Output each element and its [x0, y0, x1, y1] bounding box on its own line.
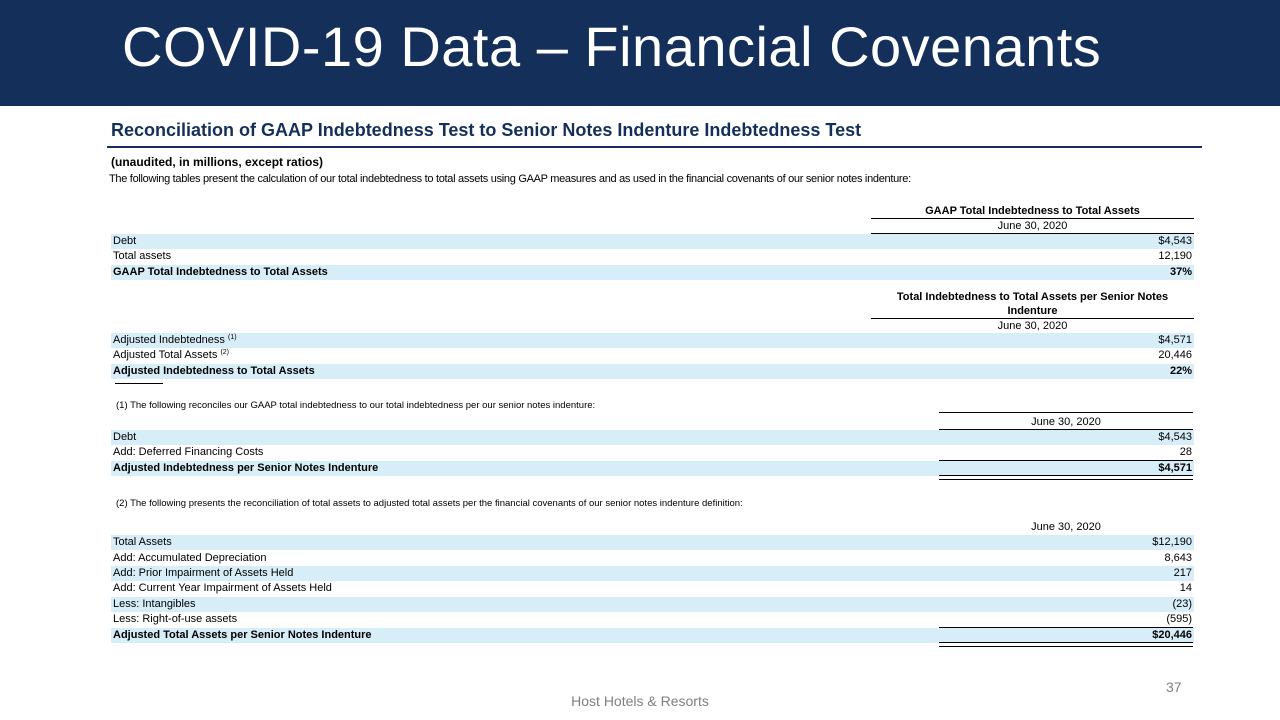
row-label-text: Adjusted Indebtedness	[113, 334, 225, 346]
section-heading: Reconciliation of GAAP Indebtedness Test to Senior Notes Indenture Indebtedness Test	[111, 120, 862, 140]
footer-company: Host Hotels & Resorts	[571, 693, 709, 709]
table-row	[111, 234, 1194, 249]
row-label: Total assets	[113, 250, 172, 262]
table1-date: June 30, 2020	[997, 220, 1068, 232]
heading-rule	[107, 146, 1202, 148]
row-label: Total Assets	[113, 536, 172, 548]
page-title: COVID-19 Data – Financial Covenants	[122, 15, 1102, 78]
row-label: Add: Accumulated Depreciation	[113, 552, 267, 564]
row-value: (595)	[1166, 613, 1192, 625]
units-note: (unaudited, in millions, except ratios)	[111, 155, 324, 169]
table2-header-rule	[871, 318, 1194, 319]
row-value: $12,190	[1152, 536, 1192, 548]
intro-text: The following tables present the calculation of our total indebtedness to total assets using GAAP measures and as used in the financial covenants of our senior notes indenture:	[109, 173, 911, 185]
row-label: Add: Deferred Financing Costs	[113, 446, 264, 458]
table-row	[111, 566, 1194, 581]
table1-header: GAAP Total Indebtedness to Total Assets	[925, 205, 1140, 217]
fn1-date: June 30, 2020	[1031, 416, 1101, 428]
row-value: 22%	[1169, 365, 1192, 377]
row-label	[113, 348, 229, 363]
table-row	[111, 364, 1194, 379]
table-row	[111, 430, 1194, 445]
row-value: 12,190	[1158, 250, 1192, 262]
row-label: Add: Current Year Impairment of Assets Held	[113, 582, 332, 594]
row-label: Add: Prior Impairment of Assets Held	[113, 567, 294, 579]
table-row	[111, 265, 1194, 280]
table-row	[111, 348, 1194, 363]
row-label: Adjusted Indebtedness to Total Assets	[113, 365, 315, 377]
page-number: 37	[1166, 679, 1182, 695]
row-label: Adjusted Indebtedness per Senior Notes Indenture	[113, 462, 379, 474]
row-label-text: Adjusted Total Assets	[113, 349, 218, 361]
table-row	[111, 461, 1194, 476]
fn2-total-double-rule	[939, 642, 1193, 647]
table-row	[111, 333, 1194, 348]
row-value: 8,643	[1164, 552, 1192, 564]
row-value: $4,571	[1158, 462, 1192, 474]
table-row	[111, 597, 1194, 612]
table2-header: Total Indebtedness to Total Assets per Senior Notes Indenture	[896, 291, 1169, 317]
row-label	[113, 333, 237, 348]
footnote-1-text: (1) The following reconciles our GAAP total indebtedness to our total indebtedness per our senior notes indenture:	[116, 400, 596, 411]
row-value: $20,446	[1152, 629, 1192, 641]
row-label: Debt	[113, 235, 137, 247]
row-value: 20,446	[1158, 349, 1192, 361]
table-row	[111, 628, 1194, 643]
table2-date: June 30, 2020	[997, 320, 1068, 332]
row-value: (23)	[1172, 598, 1192, 610]
table-row	[111, 612, 1194, 627]
row-value: $4,543	[1158, 235, 1192, 247]
row-label: Adjusted Total Assets per Senior Notes Indenture	[113, 629, 372, 641]
footnote-2-text: (2) The following presents the reconciliation of total assets to adjusted total assets per the financial covenants of our senior notes indenture definition:	[116, 498, 743, 509]
table-row	[111, 581, 1194, 596]
fn1-top-rule	[939, 412, 1193, 413]
row-value: 37%	[1169, 266, 1192, 278]
row-label: GAAP Total Indebtedness to Total Assets	[113, 266, 328, 278]
footnote-separator	[115, 383, 163, 384]
title-banner	[0, 0, 1280, 106]
row-value: $4,543	[1158, 431, 1192, 443]
row-label: Less: Intangibles	[113, 598, 196, 610]
table-row	[111, 445, 1194, 460]
row-label: Debt	[113, 431, 137, 443]
row-value: $4,571	[1158, 334, 1192, 346]
row-value: 14	[1179, 582, 1192, 594]
fn2-date: June 30, 2020	[1031, 521, 1101, 533]
footnote-ref: (2)	[220, 349, 229, 356]
footnote-ref: (1)	[227, 334, 237, 341]
fn1-total-double-rule	[939, 475, 1193, 480]
row-label: Less: Right-of-use assets	[113, 613, 238, 625]
table-row	[111, 249, 1194, 264]
row-value: 217	[1173, 567, 1192, 579]
table-row	[111, 535, 1194, 550]
table-row	[111, 551, 1194, 566]
row-value: 28	[1179, 446, 1192, 458]
table1-header-rule	[871, 218, 1194, 219]
